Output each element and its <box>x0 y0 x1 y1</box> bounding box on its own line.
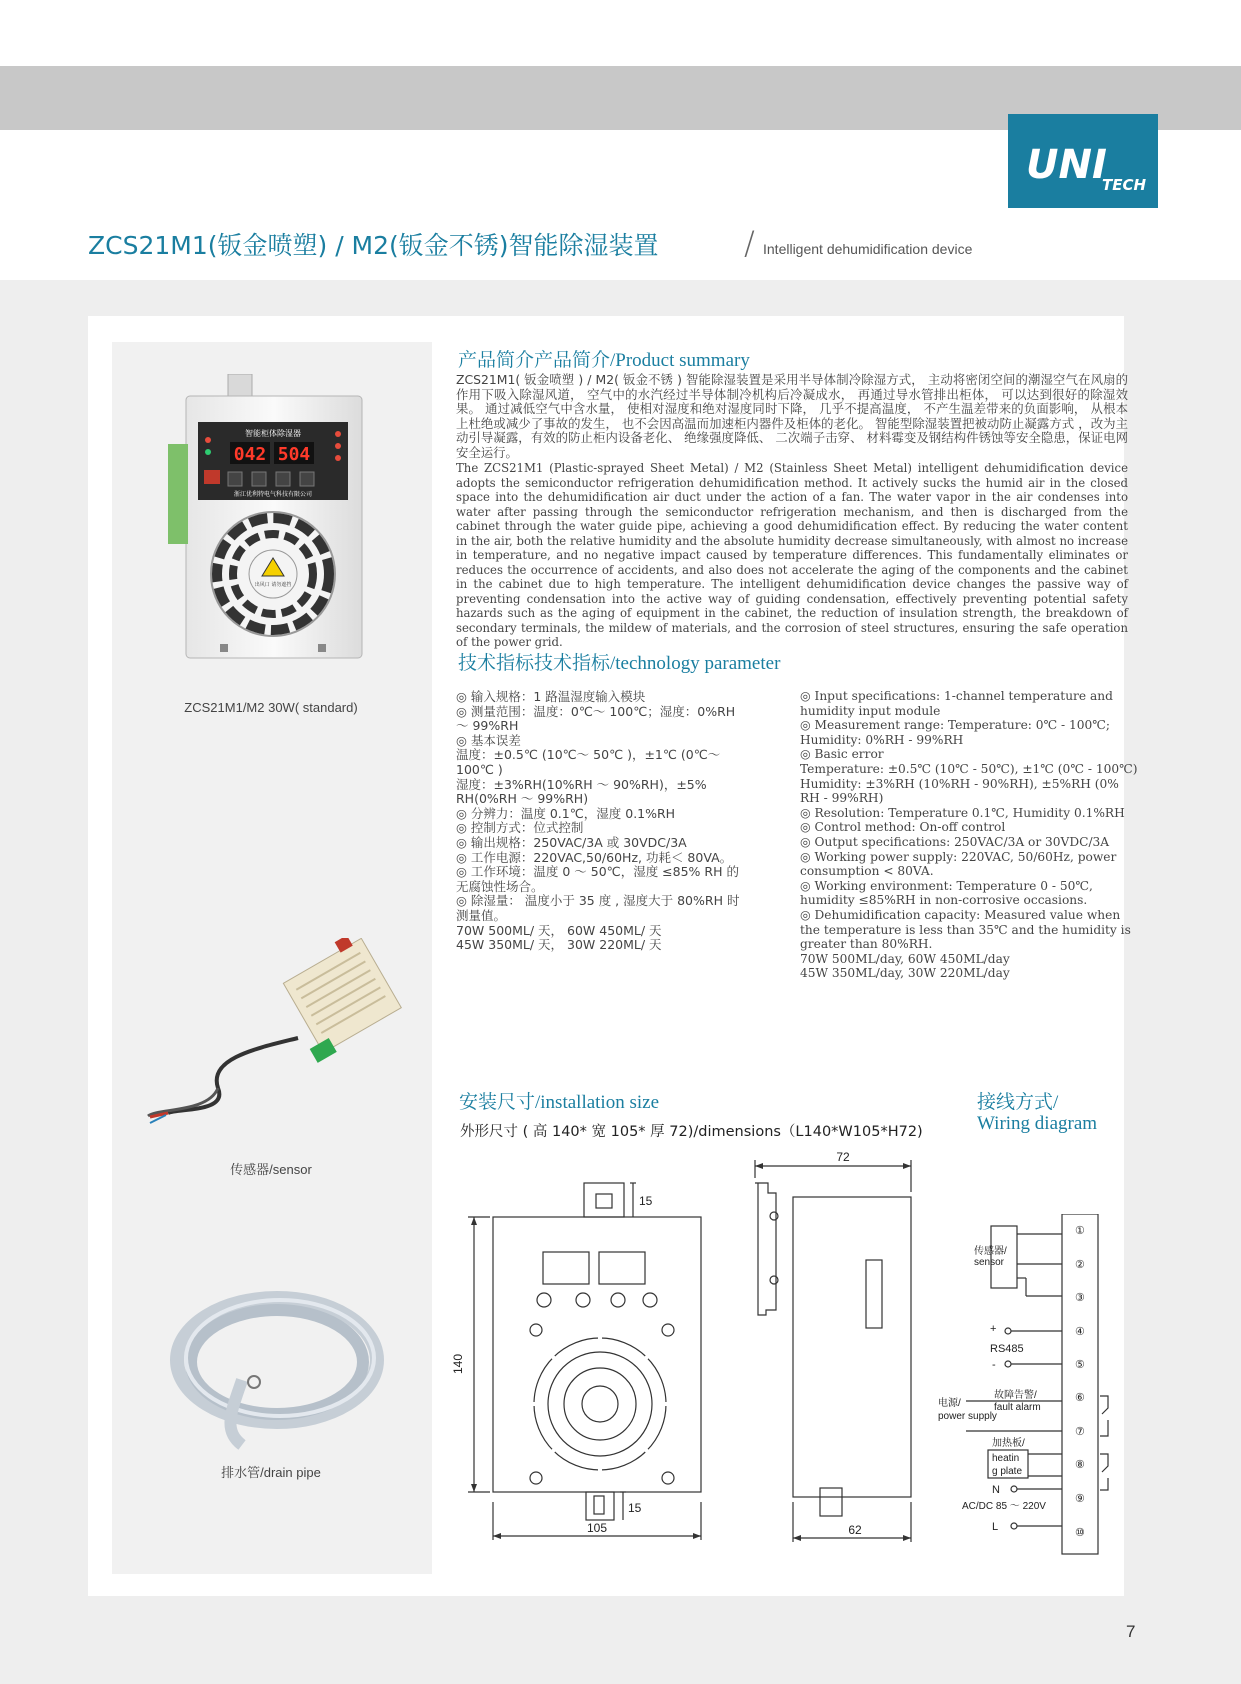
rs485-plus: + <box>990 1323 997 1335</box>
sensor-label: 传感器/ <box>974 1246 1007 1257</box>
rs485-label: RS485 <box>990 1343 1024 1355</box>
param-line: ◎ Control method: On-off control <box>800 820 1006 835</box>
logo-text: UNI <box>1026 142 1107 188</box>
title-separator: / <box>744 224 755 262</box>
page-subtitle: Intelligent dehumidification device <box>763 241 973 257</box>
param-line: 湿度：±3%RH(10%RH ～ 90%RH)，±5% <box>456 776 707 792</box>
heater-label-en-1: heatin <box>992 1453 1020 1464</box>
device-caption: ZCS21M1/M2 30W( standard) <box>184 700 358 715</box>
terminal-10: ⑩ <box>1075 1527 1085 1539</box>
tech-params-cn <box>456 690 786 953</box>
page-number: 7 <box>1126 1622 1136 1641</box>
param-line: the temperature is less than 35℃ and the humidity is <box>800 922 1131 937</box>
summary-text-cn: ZCS21M1( 钣金喷塑 ) / M2( 钣金不锈 ) 智能除湿装置是采用半导体制冷除湿方式， 主动将密闭空间的潮湿空气在风扇的作用下吸入除湿风道， 空气中的水汽经过半导体制冷机构后冷凝成水， 再通过导水管排出柜体， 可以达到很好的除湿效果。 通过减低空气中含水量， 使相对湿度和绝对湿度同时下降， 几乎不提高温度， 不产生温差带来的负面影响， 从根本上杜绝或减少了事故的发生， 也不会因高温而加速柜内器件及柜体的老化。 智能型除湿装置把被动防止凝露方式 ，改为主动引导凝露，有效的防止柜内设备老化、 绝缘强度降低、 二次端子击穿、 材料霉变及钢结构件锈蚀等安全隐患，保证电网安全运行。 <box>456 372 1128 460</box>
param-line: ◎ Dehumidification capacity: Measured value when <box>800 907 1121 922</box>
param-line: RH(0%RH ～ 99%RH) <box>456 791 589 807</box>
param-line: consumption < 80VA. <box>800 864 934 879</box>
device-display-right: 504 <box>277 444 311 465</box>
uni-tech-logo-icon <box>1018 136 1148 196</box>
param-line: ◎ 基本误差 <box>456 732 521 748</box>
dim-bottom-tab: 15 <box>628 1501 642 1515</box>
dim-side-bottom: 62 <box>848 1523 862 1537</box>
param-line: ◎ Working power supply: 220VAC, 50/60Hz, power <box>800 849 1117 864</box>
param-line: 70W 500ML/day, 60W 450ML/day <box>800 951 1010 966</box>
param-line: ◎ Basic error <box>800 747 884 762</box>
dim-top-tab: 15 <box>639 1194 653 1208</box>
terminal-5: ⑤ <box>1075 1359 1085 1371</box>
drain-pipe-photo <box>162 1280 392 1450</box>
fan-warning-label: 出风口 请勿遮挡 <box>254 582 292 588</box>
installation-drawing <box>440 1150 940 1560</box>
fault-label-en: fault alarm <box>994 1402 1041 1413</box>
heater-label: 加热板/ <box>992 1438 1025 1449</box>
param-line: ◎ Output specifications: 250VAC/3A or 30VDC/3A <box>800 834 1110 849</box>
tech-params-en <box>800 689 1138 981</box>
device-display-left: 042 <box>233 444 267 465</box>
terminal-2: ② <box>1075 1259 1085 1271</box>
device-photo <box>168 374 378 664</box>
param-line: 45W 350ML/day, 30W 220ML/day <box>800 966 1010 981</box>
param-line: ◎ 工作环境：温度 0 ～ 50℃，湿度 ≤85% RH 的 <box>456 864 739 880</box>
wiring-title-en: Wiring diagram <box>977 1113 1098 1134</box>
device-panel-title: 智能柜体除湿器 <box>245 429 301 438</box>
terminal-6: ⑥ <box>1075 1392 1085 1404</box>
summary-title: 产品简介产品简介/Product summary <box>458 350 750 371</box>
terminal-3: ③ <box>1075 1292 1085 1304</box>
summary-text-en: The ZCS21M1 (Plastic-sprayed Sheet Metal) / M2 (Stainless Sheet Metal) intelligent dehumidification device adopts the semiconductor refrigeration dehumidification method. It actively sucks the humid air in the closed space into the dehumidification air duct under the action of a fan. The water vapor in the air condenses into water after passing through the semiconductor refrigeration mechanism, and then is discharged from the cabinet through the water guide pipe, achieving a good dehumidification effect. By reducing the water content in the air, both the relative humidity and the absolute humidity decrease simultaneously, with almost no increase in temperature, and no negative impact caused by temperature differences. This fundamentally eliminates or reduces the occurrence of accidents, and also does not accelerate the aging of the components and the cabinet in the cabinet due to high temperature. The intelligent dehumidification device changes the passive way of preventing condensation into the active way of guiding condensation, effectively preventing potential safety hazards such as the aging of equipment in the cabinet, the reduction of insulation strength, the breakdown of secondary terminals, the mildew of materials, and the corrosion of steel structures, ensuring the safe operation of the power grid. <box>456 461 1128 649</box>
heater-label-en-2: g plate <box>992 1466 1023 1477</box>
dim-width: 105 <box>586 1521 608 1535</box>
wiring-title: 接线方式/ <box>977 1092 1059 1113</box>
param-line: humidity ≤85%RH in non-corrosive occasions. <box>800 893 1088 908</box>
param-line: 45W 350ML/ 天， 30W 220ML/ 天 <box>456 937 662 953</box>
device-brand-text: 浙江优利特电气科技有限公司 <box>233 491 313 498</box>
live-label: L <box>992 1521 999 1533</box>
param-line: ◎ 分辨力：温度 0.1℃，湿度 0.1%RH <box>456 805 676 821</box>
param-line: 测量值。 <box>456 907 507 923</box>
param-line: Humidity: 0%RH - 99%RH <box>800 732 964 747</box>
param-line: 70W 500ML/ 天， 60W 450ML/ 天 <box>456 922 662 938</box>
param-line: ◎ 输出规格：250VAC/3A 或 30VDC/3A <box>456 834 687 850</box>
terminal-9: ⑨ <box>1075 1493 1085 1505</box>
logo-band <box>1008 66 1158 114</box>
terminal-4: ④ <box>1075 1326 1085 1338</box>
power-label-en: power supply <box>938 1411 997 1422</box>
install-title: 安装尺寸/installation size <box>459 1092 660 1113</box>
dim-depth: 72 <box>836 1150 850 1164</box>
page-title: ZCS21M1(钣金喷塑) / M2(钣金不锈)智能除湿装置 <box>88 231 659 260</box>
sensor-label-en: sensor <box>974 1257 1005 1268</box>
rs485-minus: - <box>992 1359 996 1371</box>
sensor-caption: 传感器/sensor <box>230 1162 312 1177</box>
terminal-7: ⑦ <box>1075 1426 1085 1438</box>
power-label: 电源/ <box>938 1398 961 1409</box>
supply-voltage-label: AC/DC 85 ～ 220V <box>962 1501 1046 1512</box>
param-line: ◎ Working environment: Temperature 0 - 50℃, <box>800 878 1093 893</box>
param-line: ◎ 工作电源：220VAC,50/60Hz, 功耗＜ 80VA。 <box>456 849 733 865</box>
param-line: 100℃ ) <box>456 761 503 777</box>
param-line: greater than 80%RH. <box>800 937 933 952</box>
param-line: humidity input module <box>800 703 941 718</box>
param-line: ◎ Measurement range: Temperature: 0℃ - 100℃; <box>800 718 1111 733</box>
terminal-1: ① <box>1075 1225 1085 1237</box>
param-line: Temperature: ±0.5℃ (10℃ - 50℃), ±1℃ (0℃ - 100℃) <box>800 761 1138 776</box>
wiring-diagram <box>936 1214 1116 1559</box>
param-line: 无腐蚀性场合。 <box>456 878 544 894</box>
brand-logo <box>1008 66 1158 208</box>
sensor-photo <box>138 938 413 1128</box>
param-line: ◎ 除湿量： 温度小于 35 度 , 湿度大于 80%RH 时 <box>456 893 740 909</box>
neutral-label: N <box>992 1484 1000 1496</box>
param-line: ◎ Resolution: Temperature 0.1℃, Humidity 0.1%RH <box>800 805 1125 820</box>
param-line: 温度：±0.5℃ (10℃～ 50℃ )，±1℃ (0℃～ <box>456 747 721 763</box>
param-line: ◎ 输入规格：1 路温湿度输入模块 <box>456 689 646 704</box>
terminal-8: ⑧ <box>1075 1459 1085 1471</box>
param-line: RH - 99%RH) <box>800 791 884 806</box>
param-line: ◎ 测量范围：温度：0℃～ 100℃；湿度：0%RH <box>456 703 736 719</box>
dim-height: 140 <box>451 1353 465 1375</box>
drain-pipe-caption: 排水管/drain pipe <box>221 1465 321 1480</box>
param-line: ◎ 控制方式：位式控制 <box>456 820 584 836</box>
dimensions-label: 外形尺寸 ( 高 140* 宽 105* 厚 72)/dimensions（L140*W105*H72) <box>460 1124 923 1140</box>
param-line: ◎ Input specifications: 1-channel temperature and <box>800 689 1113 703</box>
param-line: ～ 99%RH <box>456 718 519 734</box>
tech-title: 技术指标技术指标/technology parameter <box>458 653 781 674</box>
param-line: Humidity: ±3%RH (10%RH - 90%RH), ±5%RH (0% <box>800 776 1119 791</box>
logo-subtext: TECH <box>1102 176 1147 194</box>
fault-label: 故障告警/ <box>994 1390 1037 1401</box>
